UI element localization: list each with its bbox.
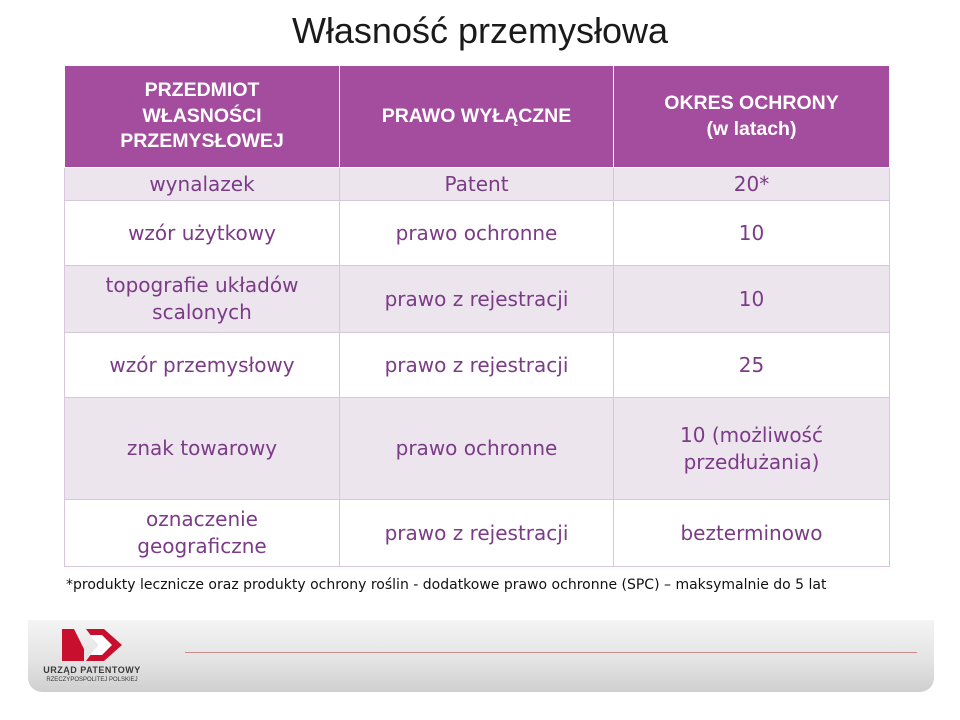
cell-subject: oznaczenie geograficzne [65,500,340,567]
cell-period: 10 [614,201,890,266]
footer-bar [28,620,934,692]
cell-right: prawo z rejestracji [340,500,614,567]
table-header-row [65,66,890,168]
cell-right: prawo ochronne [340,201,614,266]
table-row [65,398,890,500]
footer-divider [185,652,917,653]
table-row [65,500,890,567]
cell-right: prawo z rejestracji [340,266,614,333]
header-period: OKRES OCHRONY (w latach) [614,66,890,168]
cell-period: 10 [614,266,890,333]
header-right: PRAWO WYŁĄCZNE [340,66,614,168]
footnote: *produkty lecznicze oraz produkty ochrony roślin - dodatkowe prawo ochronne (SPC) – maksymalnie do 5 lat [66,577,827,593]
table-row [65,168,890,201]
cell-right: Patent [340,168,614,201]
cell-period: 10 (możliwość przedłużania) [614,398,890,500]
cell-period: bezterminowo [614,500,890,567]
cell-period: 25 [614,333,890,398]
header-subject: PRZEDMIOT WŁASNOŚCI PRZEMYSŁOWEJ [65,66,340,168]
cell-subject: wzór przemysłowy [65,333,340,398]
cell-right: prawo ochronne [340,398,614,500]
table-row [65,201,890,266]
cell-subject: topografie układów scalonych [65,266,340,333]
cell-right: prawo z rejestracji [340,333,614,398]
logo-text-line1: URZĄD PATENTOWY [43,665,141,675]
table-row [65,333,890,398]
logo-text-line2: RZECZYPOSPOLITEJ POLSKIEJ [46,677,138,683]
cell-subject: wynalazek [65,168,340,201]
cell-period: 20* [614,168,890,201]
cell-subject: znak towarowy [65,398,340,500]
table-row [65,266,890,333]
page-title: Własność przemysłowa [291,10,669,51]
ip-table [64,65,890,567]
patent-office-logo [60,627,126,663]
cell-subject: wzór użytkowy [65,201,340,266]
